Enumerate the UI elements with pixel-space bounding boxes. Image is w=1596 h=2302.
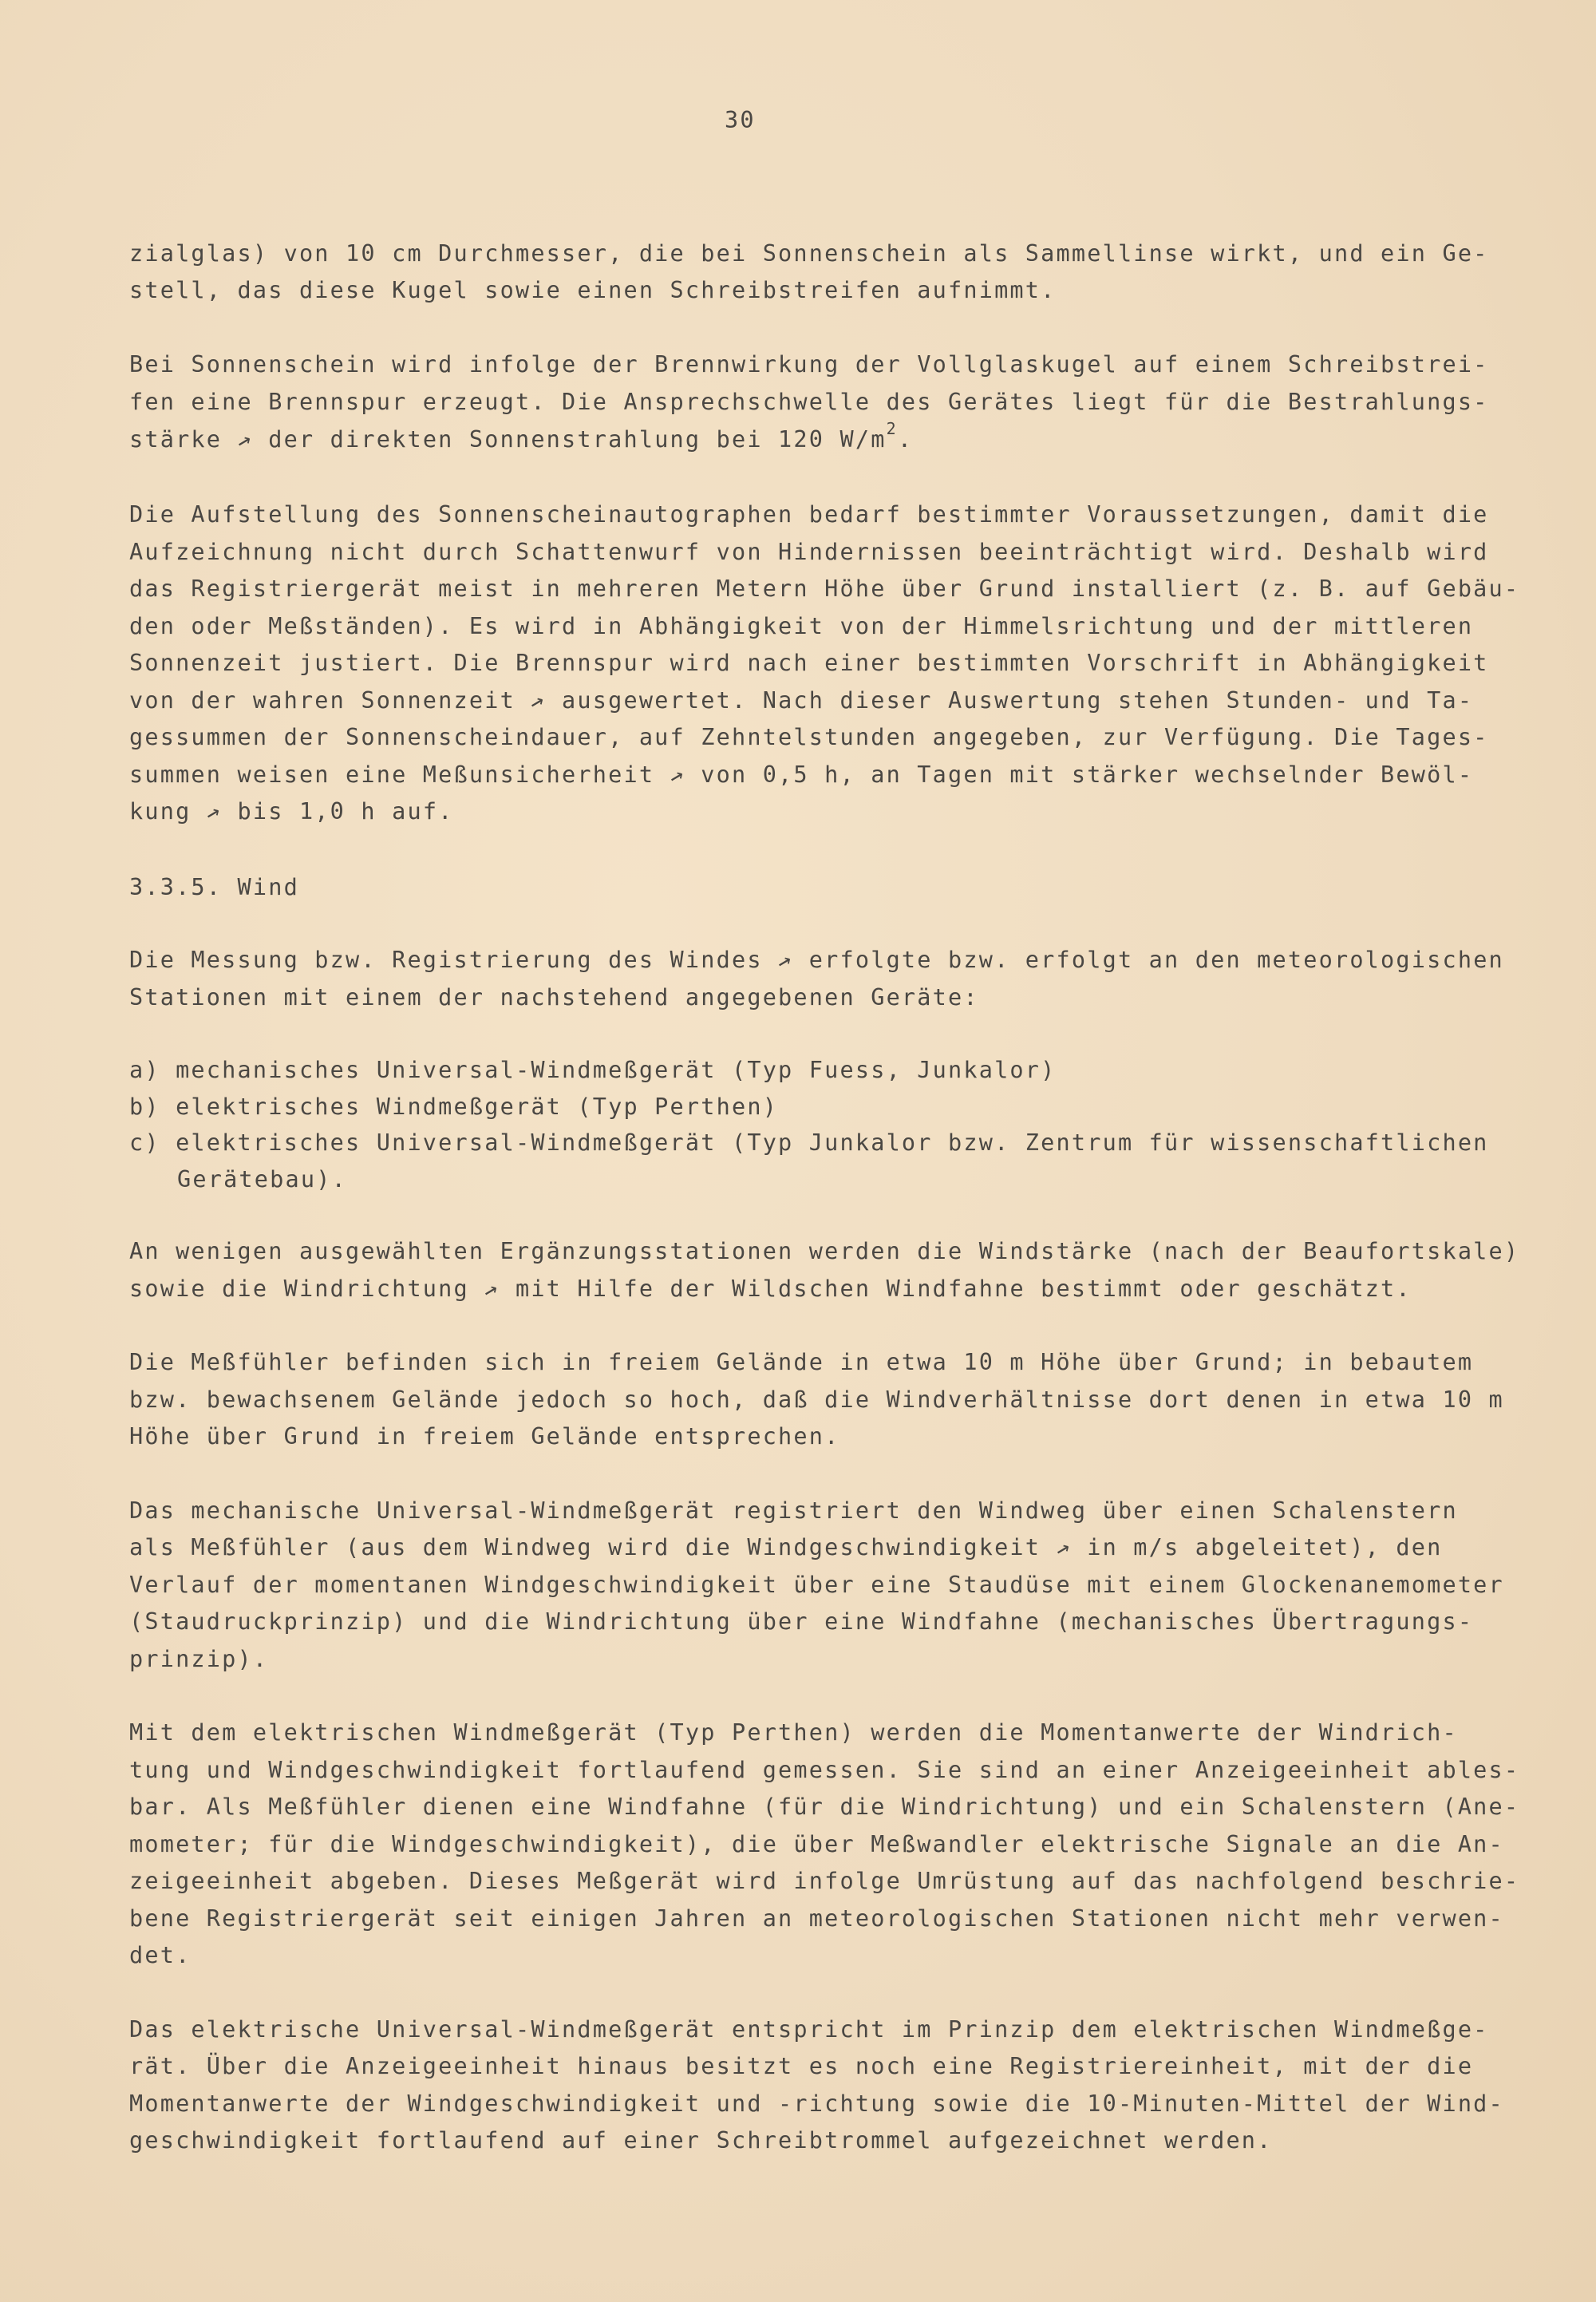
text-line: bzw. bewachsenem Gelände jedoch so hoch, daß die Windverhältnisse dort denen in etwa 10 m [129,1386,1504,1413]
text-line: Aufzeichnung nicht durch Schattenwurf von Hindernissen beeinträchtigt wird. Deshalb wird [129,539,1489,565]
text-line: Das mechanische Universal-Windmeßgerät registriert den Windweg über einen Schalenstern [129,1497,1458,1524]
text-line: prinzip). [129,1646,269,1672]
arrow-reference-icon: ↗ [775,945,797,975]
text-line: Das elektrische Universal-Windmeßgerät entspricht im Prinzip dem elektrischen Windmeßge- [129,2016,1489,2043]
text-line: fen eine Brennspur erzeugt. Die Ansprechschwelle des Gerätes liegt für die Bestrahlungs- [129,389,1489,415]
text-line: den oder Meßständen). Es wird in Abhängigkeit von der Himmelsrichtung und der mittleren [129,613,1474,639]
arrow-reference-icon: ↗ [234,425,256,454]
text-line: summen weisen eine Meßunsicherheit ↗ von 0,5 h, an Tagen mit stärker wechselnder Bewöl- [129,757,1473,793]
text-line: tung und Windgeschwindigkeit fortlaufend gemessen. Sie sind an einer Anzeigeeinheit ables- [129,1757,1520,1783]
text-line: geschwindigkeit fortlaufend auf einer Schreibtrommel aufgezeichnet werden. [129,2127,1273,2154]
text-line: stell, das diese Kugel sowie einen Schreibstreifen aufnimmt. [129,277,1057,303]
text-line: Verlauf der momentanen Windgeschwindigkeit über eine Staudüse mit einem Glockenanemometer [129,1572,1504,1598]
text-line: Bei Sonnenschein wird infolge der Brennwirkung der Vollglaskugel auf einem Schreibstrei- [129,351,1489,378]
text-line: gessummen der Sonnenscheindauer, auf Zehntelstunden angegeben, zur Verfügung. Die Tages- [129,724,1489,750]
text-line: Die Meßfühler befinden sich in freiem Gelände in etwa 10 m Höhe über Grund; in bebautem [129,1349,1474,1375]
text-line: stärke ↗ der direkten Sonnenstrahlung bei 120 $W/m^2$. [129,421,913,458]
section-heading: 3.3.5. Wind [129,874,299,900]
text-line: Stationen mit einem der nachstehend angegebenen Geräte: [129,984,979,1011]
text-line: Die Messung bzw. Registrierung des Windes ↗ erfolgte bzw. erfolgt an den meteorologischen [129,942,1504,979]
list-item: b) elektrisches Windmeßgerät (Typ Perthen) [129,1094,779,1120]
text-line: bene Registriergerät seit einigen Jahren an meteorologischen Stationen nicht mehr verwen- [129,1905,1504,1932]
text-line: (Staudruckprinzip) und die Windrichtung über eine Windfahne (mechanisches Übertragungs- [129,1608,1474,1635]
arrow-reference-icon: ↗ [527,686,550,715]
text-line: sowie die Windrichtung ↗ mit Hilfe der Wildschen Windfahne bestimmt oder geschätzt. [129,1271,1412,1307]
text-line: Die Aufstellung des Sonnenscheinautographen bedarf bestimmter Voraussetzungen, damit die [129,501,1489,528]
text-line: Mit dem elektrischen Windmeßgerät (Typ Perthen) werden die Momentanwerte der Windrich- [129,1719,1458,1746]
text-line: kung ↗ bis 1,0 h auf. [129,793,454,830]
text-line: An wenigen ausgewählten Ergänzungsstationen werden die Windstärke (nach der Beaufortskale) [129,1238,1520,1264]
text-line: mometer; für die Windgeschwindigkeit), die über Meßwandler elektrische Signale an die An- [129,1831,1504,1857]
text-line: Höhe über Grund in freiem Gelände entsprechen. [129,1423,840,1450]
list-item: a) mechanisches Universal-Windmeßgerät (Typ Fuess, Junkalor) [129,1057,1057,1083]
text-line: als Meßfühler (aus dem Windweg wird die Windgeschwindigkeit ↗ in m/s abgeleitet), den [129,1529,1442,1566]
arrow-reference-icon: ↗ [203,797,225,826]
arrow-reference-icon: ↗ [481,1274,504,1303]
text-line: bar. Als Meßfühler dienen eine Windfahne (für die Windrichtung) und ein Schalenstern (Ane- [129,1794,1520,1820]
page-number: 30 [725,107,756,133]
text-line: rät. Über die Anzeigeeinheit hinaus besitzt es noch eine Registriereinheit, mit der die [129,2053,1474,2079]
text-line: Momentanwerte der Windgeschwindigkeit und -richtung sowie die 10-Minuten-Mittel der Wind- [129,2090,1504,2117]
text-line: zialglas) von 10 cm Durchmesser, die bei Sonnenschein als Sammellinse wirkt, und ein Ge- [129,240,1489,267]
list-item-continuation: Gerätebau). [177,1166,347,1193]
text-line: von der wahren Sonnenzeit ↗ ausgewertet. Nach dieser Auswertung stehen Stunden- und Ta- [129,682,1473,719]
text-line: das Registriergerät meist in mehreren Metern Höhe über Grund installiert (z. B. auf Gebäu- [129,576,1520,602]
text-line: det. [129,1942,192,1968]
text-line: zeigeeinheit abgeben. Dieses Meßgerät wird infolge Umrüstung auf das nachfolgend beschrie- [129,1868,1520,1894]
list-item: c) elektrisches Universal-Windmeßgerät (Typ Junkalor bzw. Zentrum für wissenschaftlichen [129,1129,1489,1156]
text-line: Sonnenzeit justiert. Die Brennspur wird nach einer bestimmten Vorschrift in Abhängigkeit [129,650,1489,676]
arrow-reference-icon: ↗ [666,760,689,789]
arrow-reference-icon: ↗ [1053,1533,1075,1562]
